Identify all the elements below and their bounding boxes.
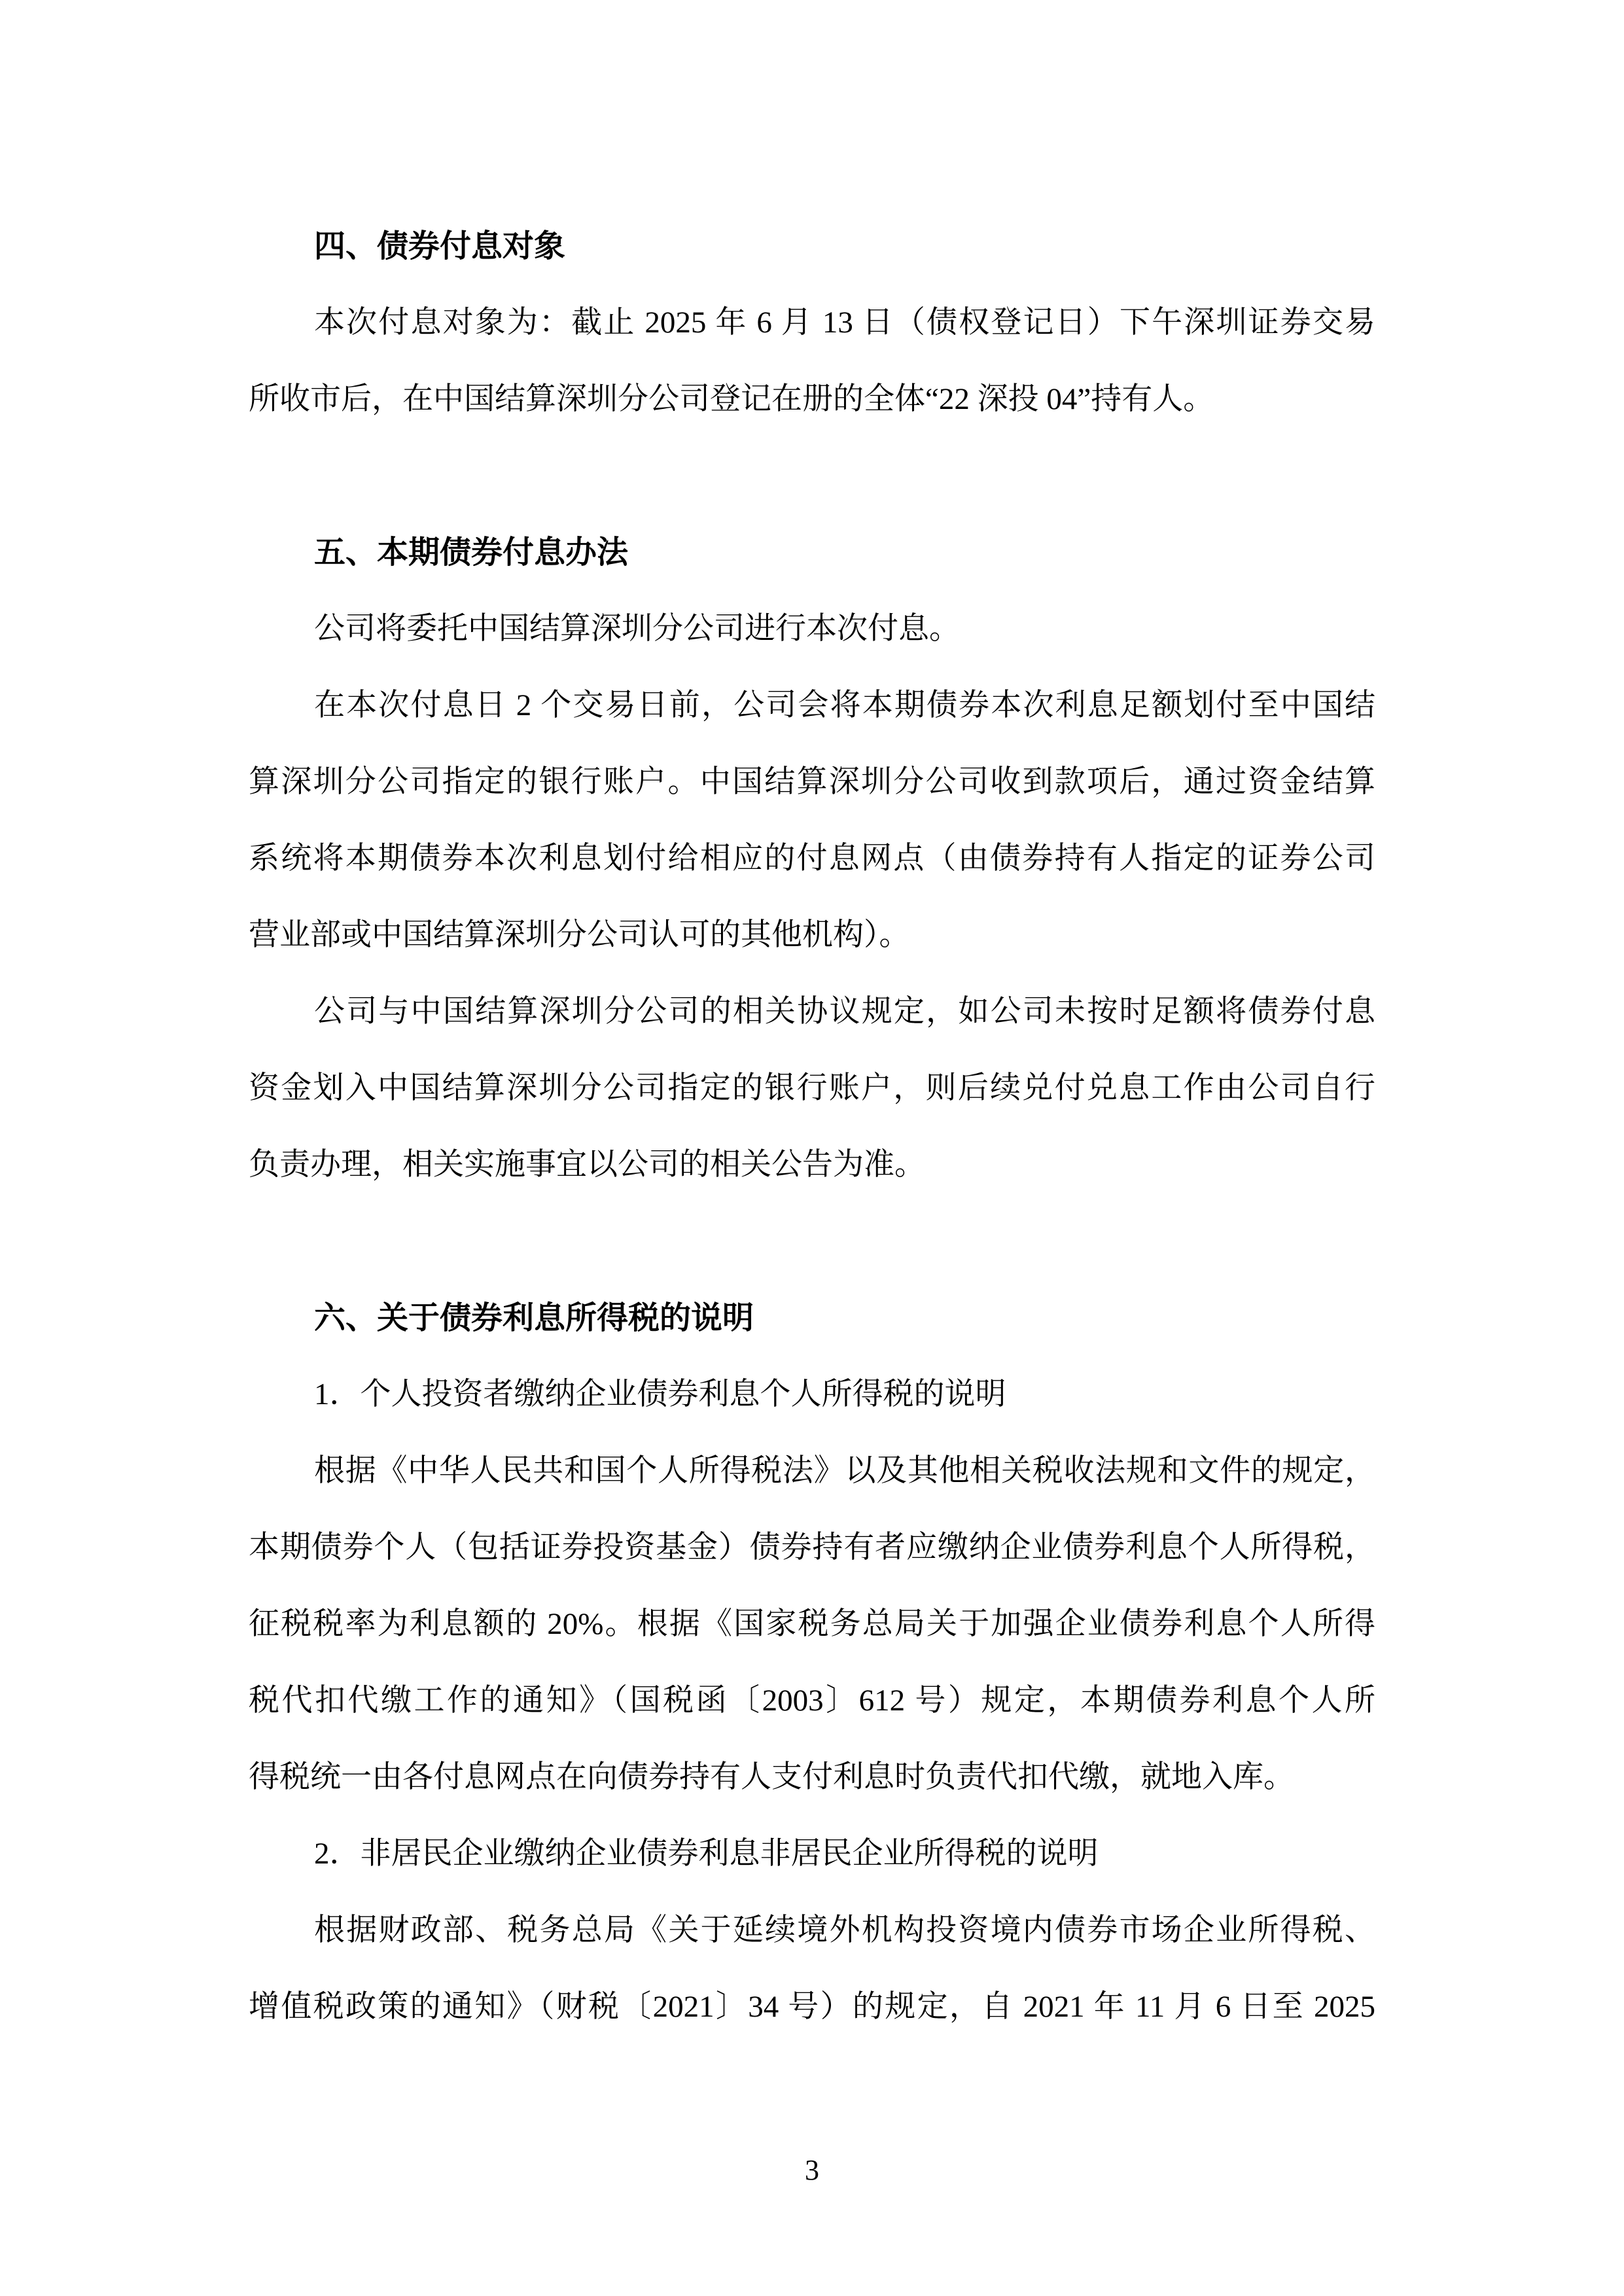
page-number: 3 [805, 2154, 819, 2186]
section-heading: 五、本期债券付息办法 [314, 535, 629, 570]
text-line: 系统将本期债券本次利息划付给相应的付息网点（由债券持有人指定的证券公司 [249, 841, 1375, 875]
section-heading: 四、债券付息对象 [314, 229, 566, 264]
text-line: 征税税率为利息额的 20%。根据《国家税务总局关于加强企业债券利息个人所得 [249, 1607, 1375, 1641]
text-line: 2．非居民企业缴纳企业债券利息非居民企业所得税的说明 [314, 1837, 1099, 1871]
text-line: 根据财政部、税务总局《关于延续境外机构投资境内债券市场企业所得税、 [314, 1913, 1375, 1947]
text-line: 公司与中国结算深圳分公司的相关协议规定，如公司未按时足额将债券付息 [314, 995, 1375, 1029]
text-line: 资金划入中国结算深圳分公司指定的银行账户，则后续兑付兑息工作由公司自行 [249, 1071, 1375, 1105]
blank-line [249, 1203, 1375, 1280]
text-line: 负责办理，相关实施事宜以公司的相关公告为准。 [249, 1148, 925, 1182]
blank-line [249, 438, 1375, 514]
text-line: 本次付息对象为：截止 2025 年 6 月 13 日（债权登记日）下午深圳证券交易 [314, 306, 1375, 340]
text-line: 得税统一由各付息网点在向债券持有人支付利息时负责代扣代缴，就地入库。 [249, 1760, 1294, 1794]
text-line: 税代扣代缴工作的通知》（国税函〔2003〕612 号）规定，本期债券利息个人所 [249, 1684, 1375, 1718]
section-heading: 六、关于债券利息所得税的说明 [314, 1301, 754, 1335]
text-line: 算深圳分公司指定的银行账户。中国结算深圳分公司收到款项后，通过资金结算 [249, 765, 1375, 799]
text-line: 所收市后，在中国结算深圳分公司登记在册的全体“22 深投 04”持有人。 [249, 382, 1214, 416]
document-body [249, 208, 1375, 2045]
text-line: 营业部或中国结算深圳分公司认可的其他机构）。 [249, 918, 910, 952]
text-line: 公司将委托中国结算深圳分公司进行本次付息。 [314, 612, 960, 646]
text-line: 本期债券个人（包括证券投资基金）债券持有者应缴纳企业债券利息个人所得税， [249, 1530, 1375, 1564]
text-line: 根据《中华人民共和国个人所得税法》以及其他相关税收法规和文件的规定， [314, 1454, 1375, 1488]
text-line: 在本次付息日 2 个交易日前，公司会将本期债券本次利息足额划付至中国结 [314, 688, 1375, 722]
text-line: 1．个人投资者缴纳企业债券利息个人所得税的说明 [314, 1377, 1006, 1411]
text-line: 增值税政策的通知》（财税〔2021〕34 号）的规定，自 2021 年 11 月 6 日至 2025 [249, 1990, 1375, 2024]
